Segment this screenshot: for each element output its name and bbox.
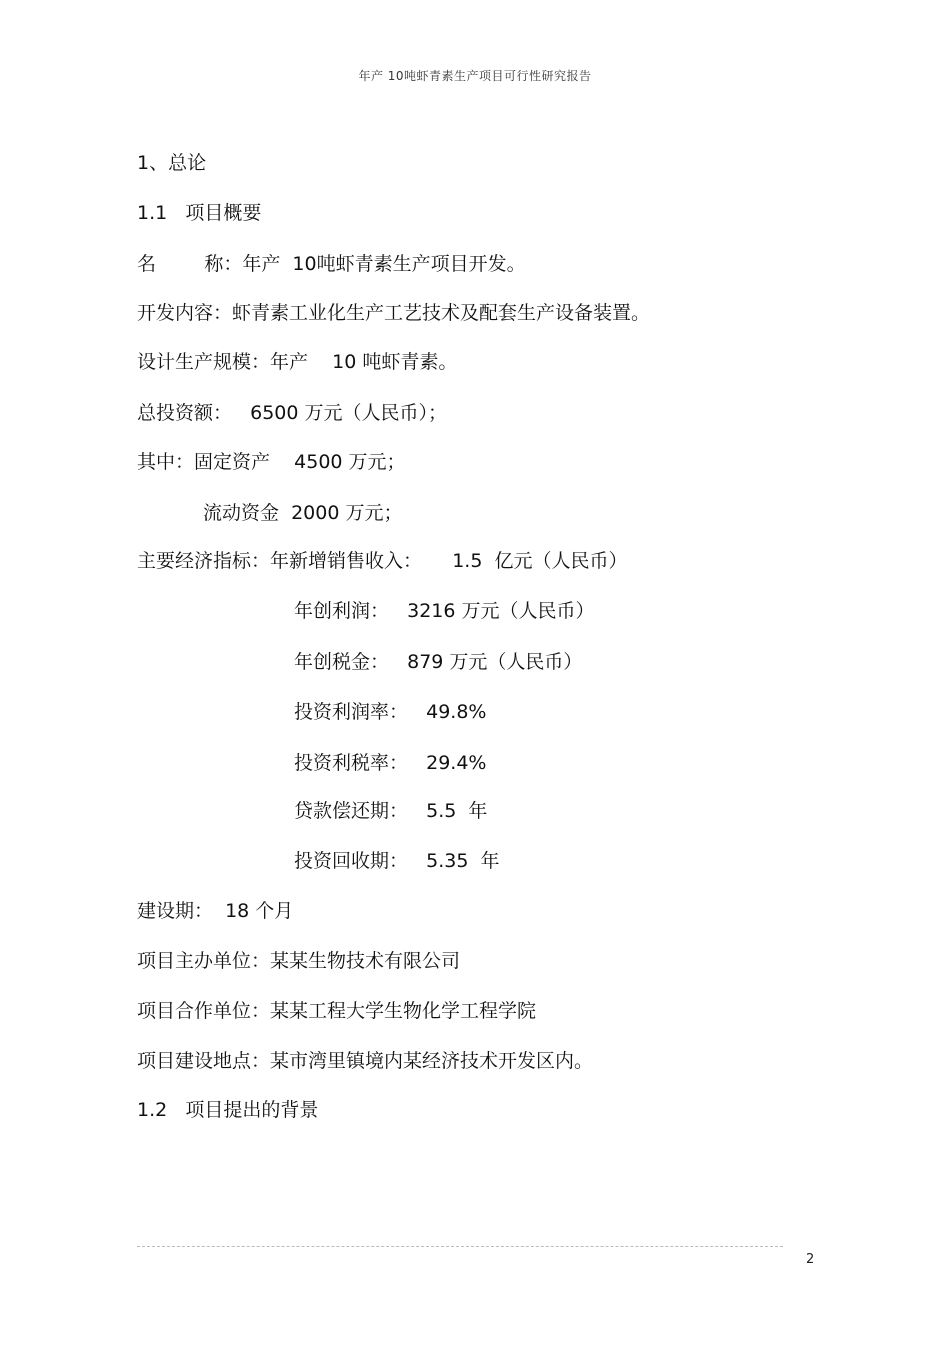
partner-line: 项目合作单位：某某工程大学生物化学工程学院 xyxy=(137,1000,537,1022)
economic-indicators-line: 主要经济指标：年新增销售收入： 1.5 亿元（人民币） xyxy=(137,550,628,572)
production-scale-line: 设计生产规模：年产 10 吨虾青素。 xyxy=(137,351,458,373)
annual-tax-line: 年创税金： 879 万元（人民币） xyxy=(294,651,583,673)
fixed-assets-line: 其中：固定资产 4500 万元； xyxy=(137,451,406,473)
sponsor-line: 项目主办单位：某某生物技术有限公司 xyxy=(137,950,461,972)
section-heading-1: 1、总论 xyxy=(137,152,207,174)
project-name-line: 名 称：年产 10吨虾青素生产项目开发。 xyxy=(137,253,526,275)
development-content-line: 开发内容：虾青素工业化生产工艺技术及配套生产设备装置。 xyxy=(137,302,651,324)
investment-profit-rate-line: 投资利润率： 49.8% xyxy=(294,701,487,723)
page-number: 2 xyxy=(806,1252,815,1267)
footer-divider xyxy=(137,1246,783,1247)
construction-period-line: 建设期： 18 个月 xyxy=(137,900,294,922)
working-capital-line: 流动资金 2000 万元； xyxy=(203,502,403,524)
annual-profit-line: 年创利润： 3216 万元（人民币） xyxy=(294,600,595,622)
loan-repayment-line: 贷款偿还期： 5.5 年 xyxy=(294,800,488,822)
section-heading-1-1: 1.1 项目概要 xyxy=(137,202,262,224)
investment-tax-rate-line: 投资利税率： 29.4% xyxy=(294,752,487,774)
section-heading-1-2: 1.2 项目提出的背景 xyxy=(137,1099,319,1121)
running-header: 年产 10吨虾青素生产项目可行性研究报告 xyxy=(358,69,592,83)
total-investment-line: 总投资额： 6500 万元（人民币）； xyxy=(137,402,448,424)
location-line: 项目建设地点：某市湾里镇境内某经济技术开发区内。 xyxy=(137,1050,594,1072)
payback-period-line: 投资回收期： 5.35 年 xyxy=(294,850,500,872)
